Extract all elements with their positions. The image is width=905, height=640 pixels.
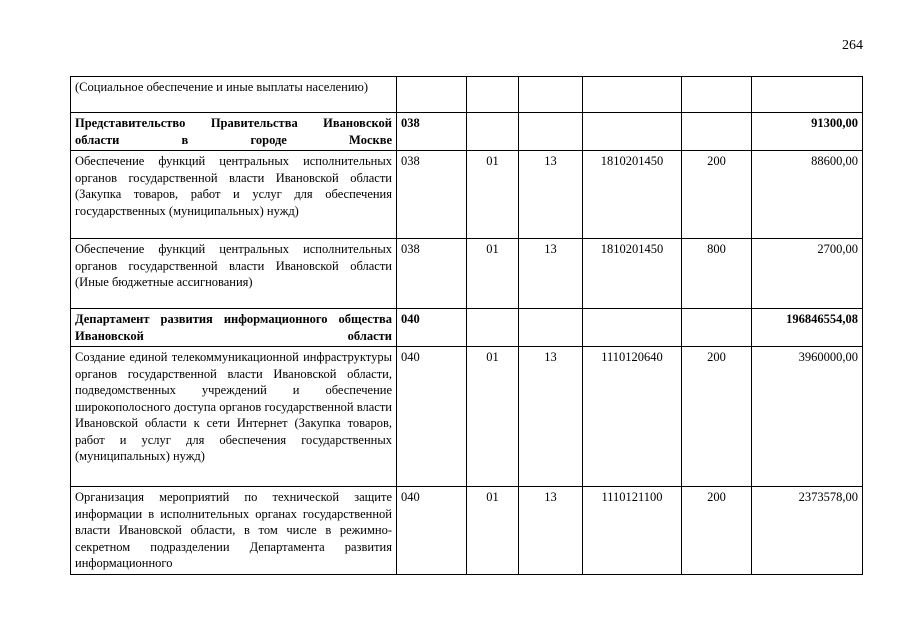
target-code <box>583 309 682 347</box>
row-name: (Социальное обеспечение и иные выплаты населению) <box>71 77 397 113</box>
expense-type-code: 200 <box>682 487 752 575</box>
budget-table <box>70 76 863 575</box>
subsection-code: 13 <box>519 239 583 309</box>
page-number: 264 <box>842 38 863 53</box>
amount: 3960000,00 <box>752 347 863 487</box>
department-code: 038 <box>397 239 467 309</box>
amount: 88600,00 <box>752 151 863 239</box>
target-code <box>583 77 682 113</box>
table-row <box>71 487 863 575</box>
subsection-code <box>519 309 583 347</box>
row-name: Обеспечение функций центральных исполнительных органов государственной власти Ивановской области (Иные бюджетные ассигнования) <box>71 239 397 309</box>
expense-type-code: 800 <box>682 239 752 309</box>
target-code: 1110121100 <box>583 487 682 575</box>
section-code: 01 <box>467 487 519 575</box>
section-code: 01 <box>467 239 519 309</box>
table-row <box>71 113 863 151</box>
subsection-code <box>519 113 583 151</box>
subsection-code: 13 <box>519 151 583 239</box>
row-name: Организация мероприятий по технической защите информации в исполнительных органах государственной власти Ивановской области, в том числе в режимно-секретном подразделении Департамента развития информационного <box>71 487 397 575</box>
table-row <box>71 77 863 113</box>
subsection-code: 13 <box>519 347 583 487</box>
department-code: 040 <box>397 347 467 487</box>
table-row <box>71 309 863 347</box>
section-code: 01 <box>467 347 519 487</box>
table-row <box>71 151 863 239</box>
table-row <box>71 347 863 487</box>
row-name: Обеспечение функций центральных исполнительных органов государственной власти Ивановской области (Закупка товаров, работ и услуг для обеспечения государственных (муниципальных) нужд) <box>71 151 397 239</box>
expense-type-code: 200 <box>682 347 752 487</box>
row-name: Департамент развития информационного общества Ивановской области <box>71 309 397 347</box>
section-code <box>467 113 519 151</box>
amount: 2700,00 <box>752 239 863 309</box>
department-code: 040 <box>397 487 467 575</box>
amount: 2373578,00 <box>752 487 863 575</box>
subsection-code <box>519 77 583 113</box>
subsection-code: 13 <box>519 487 583 575</box>
target-code: 1110120640 <box>583 347 682 487</box>
expense-type-code <box>682 113 752 151</box>
section-code <box>467 309 519 347</box>
amount: 91300,00 <box>752 113 863 151</box>
department-code: 038 <box>397 151 467 239</box>
row-name: Создание единой телекоммуникационной инфраструктуры органов государственной власти Ивановской области, подведомственных учреждений и обеспечение широкополосного доступа органов государственной власти Ивановской области к сети Интернет (Закупка товаров, работ и услуг для обеспечения государственных (муниципальных) нужд) <box>71 347 397 487</box>
target-code: 1810201450 <box>583 239 682 309</box>
table-row <box>71 239 863 309</box>
department-code <box>397 77 467 113</box>
amount <box>752 77 863 113</box>
department-code: 040 <box>397 309 467 347</box>
expense-type-code: 200 <box>682 151 752 239</box>
amount: 196846554,08 <box>752 309 863 347</box>
section-code: 01 <box>467 151 519 239</box>
section-code <box>467 77 519 113</box>
target-code: 1810201450 <box>583 151 682 239</box>
target-code <box>583 113 682 151</box>
department-code: 038 <box>397 113 467 151</box>
expense-type-code <box>682 77 752 113</box>
row-name: Представительство Правительства Ивановской области в городе Москве <box>71 113 397 151</box>
expense-type-code <box>682 309 752 347</box>
